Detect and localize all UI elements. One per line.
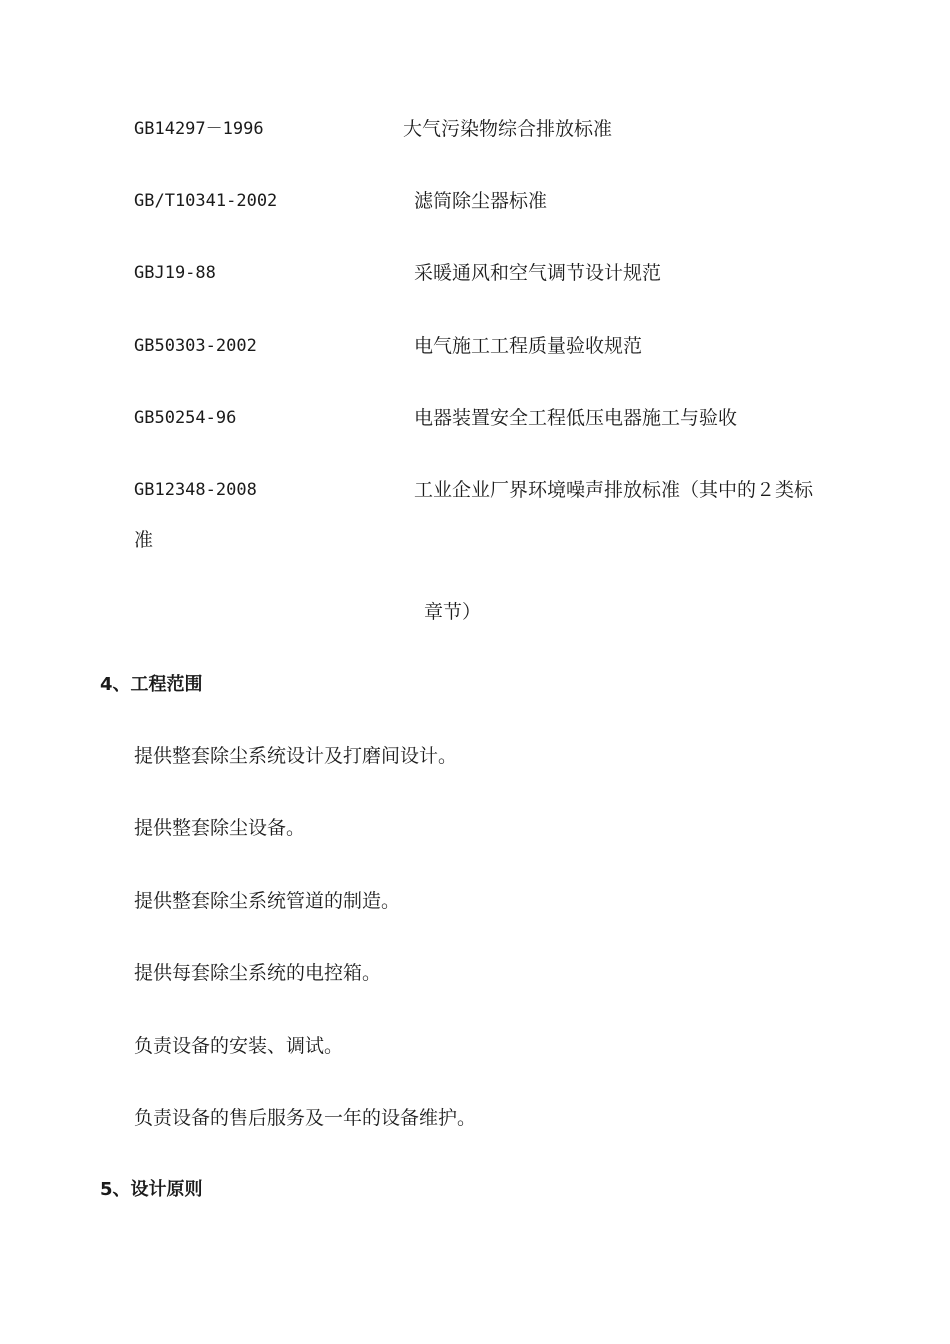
standard-row — [0, 186, 950, 216]
standard-name-continuation: 章节） — [424, 601, 482, 623]
standard-code: GB14297－1996 — [134, 119, 264, 139]
standard-row — [0, 475, 950, 505]
standard-row — [0, 403, 950, 433]
scope-item: 提供每套除尘系统的电控箱。 — [134, 962, 382, 984]
standard-name: 工业企业厂界环境噪声排放标准（其中的２类标 — [414, 479, 814, 501]
standard-code: GB/T10341-2002 — [134, 191, 278, 211]
standard-code: GB50303-2002 — [134, 336, 257, 356]
standard-row — [0, 114, 950, 144]
standard-row — [0, 331, 950, 361]
standard-code: GBJ19-88 — [134, 263, 216, 283]
section-heading: 4、工程范围 — [100, 674, 203, 695]
standard-code: GB50254-96 — [134, 408, 237, 428]
standard-name: 采暖通风和空气调节设计规范 — [414, 262, 662, 284]
scope-item: 负责设备的售后服务及一年的设备维护。 — [134, 1107, 477, 1129]
standard-name: 电气施工工程质量验收规范 — [414, 335, 643, 357]
standard-name: 滤筒除尘器标准 — [414, 190, 548, 212]
section-heading: 5、设计原则 — [100, 1179, 203, 1200]
scope-item: 提供整套除尘系统设计及打磨间设计。 — [134, 745, 458, 767]
standard-name: 电器装置安全工程低压电器施工与验收 — [414, 407, 738, 429]
standard-row — [0, 258, 950, 288]
standard-code: GB12348-2008 — [134, 480, 257, 500]
standard-name: 大气污染物综合排放标准 — [403, 118, 613, 140]
scope-item: 提供整套除尘系统管道的制造。 — [134, 890, 401, 912]
scope-item: 负责设备的安装、调试。 — [134, 1035, 344, 1057]
scope-item: 提供整套除尘设备。 — [134, 817, 306, 839]
standard-name-continuation: 准 — [134, 529, 154, 551]
